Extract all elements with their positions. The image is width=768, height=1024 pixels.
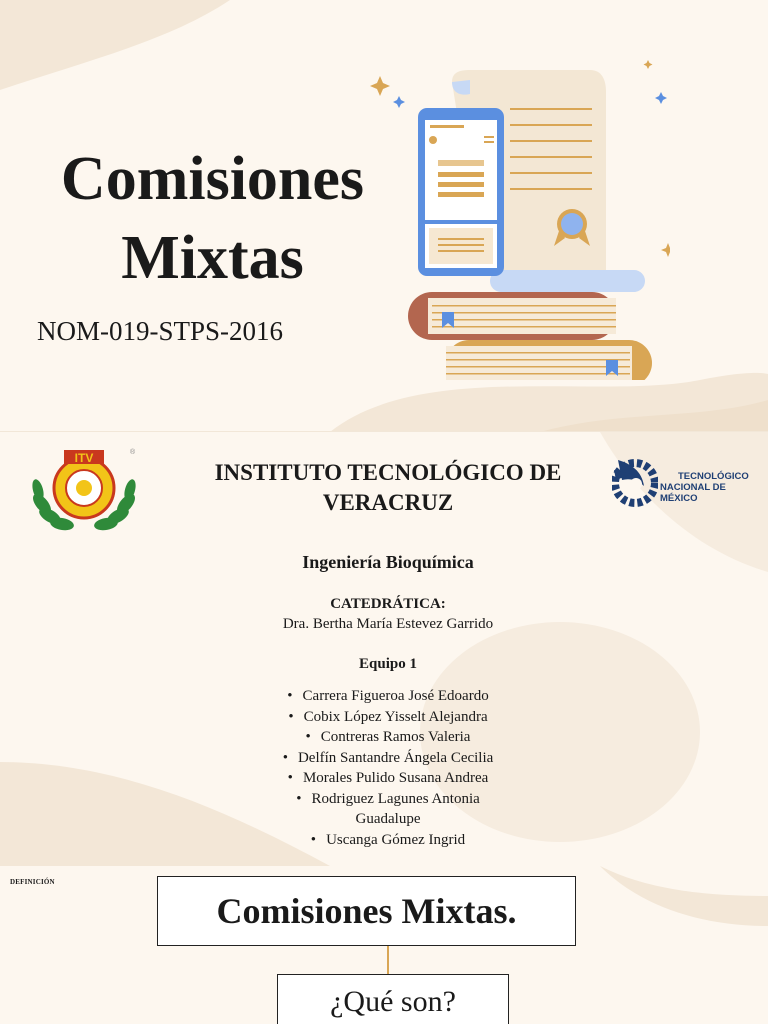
sparkle-icon (655, 92, 667, 104)
question-box: ¿Qué son? (277, 974, 509, 1024)
list-item (0, 789, 768, 830)
norm-subtitle: NOM-019-STPS-2016 (37, 316, 284, 346)
member-name: Morales Pulido Susana Andrea (302, 770, 489, 786)
sparkle-icon (644, 60, 653, 69)
title-line-1: Comisiones (60, 145, 365, 213)
list-item (0, 748, 768, 769)
member-name: Delfín Santandre Ángela Cecilia (297, 749, 494, 766)
member-name-continuation: Guadalupe (355, 811, 421, 827)
list-item (0, 768, 768, 789)
bullet: • (287, 688, 293, 704)
member-name: Carrera Figueroa José Edoardo (302, 688, 489, 704)
sparkle-icon (661, 243, 670, 257)
section-label: DEFINICIÓN (10, 878, 55, 886)
bullet: • (287, 770, 293, 786)
bullet: • (288, 708, 294, 725)
institution-line-1: INSTITUTO TECNOLÓGICO DE (214, 460, 562, 485)
list-item (0, 727, 768, 748)
itv-logo-text: ITV (74, 451, 94, 465)
title-slide (0, 0, 768, 432)
member-name: Rodriguez Lagunes Antonia (311, 790, 480, 807)
bullet: • (282, 749, 288, 766)
bullet: • (296, 790, 302, 807)
tecnm-line-2: NACIONAL DE MÉXICO (660, 481, 726, 504)
sparkle-icon (393, 96, 405, 108)
title-line-2: Mixtas (121, 224, 304, 293)
list-item (0, 707, 768, 728)
member-name: Contreras Ramos Valeria (320, 729, 471, 745)
career-name: Ingeniería Bioquímica (302, 552, 474, 572)
catedratica-name: Dra. Bertha María Estevez Garrido (282, 616, 494, 632)
institution-slide (0, 432, 768, 866)
institution-line-2: VERACRUZ (322, 489, 454, 515)
institution-name (0, 458, 768, 518)
member-name: Cobix López Yisselt Alejandra (303, 708, 488, 725)
connector-line (387, 946, 389, 974)
phone-books-illustration (370, 60, 670, 380)
list-item (0, 686, 768, 707)
catedratica-label: CATEDRÁTICA: (330, 596, 446, 612)
presentation-title (40, 140, 385, 299)
team-member-list (0, 686, 768, 850)
tecnm-line-1: TECNOLÓGICO (678, 471, 749, 482)
bullet: • (310, 831, 317, 848)
list-item (0, 830, 768, 851)
sparkle-icon (370, 76, 390, 96)
main-concept-box: Comisiones Mixtas. (157, 876, 576, 946)
bullet: • (305, 729, 311, 745)
member-name: Uscanga Gómez Ingrid (326, 831, 466, 848)
registered-mark: ® (130, 449, 136, 456)
team-label: Equipo 1 (359, 656, 417, 672)
definition-slide (0, 866, 768, 1024)
